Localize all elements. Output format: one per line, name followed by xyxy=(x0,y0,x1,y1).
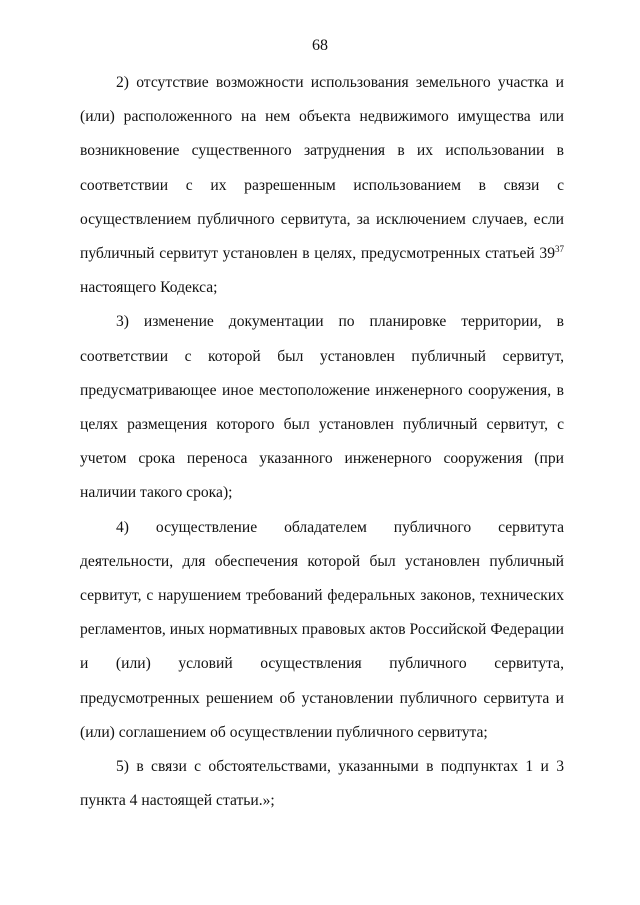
paragraph-item-3: 3) изменение документации по планировке территории, в соответствии с которой был установлен публичный сервитут, предусматривающее иное местоположение инженерного сооружения, в целях размещения которого был установлен публичный сервитут, с учетом срока переноса указанного инженерного сооружения (при наличии такого срока); xyxy=(80,313,564,502)
paragraph-text: 2) отсутствие возможности использования земельного участка и (или) расположенного на нем объекта недвижимого имущества или возникновение существенного затруднения в их использовании в соответствии с их разрешенным использованием в связи с осуществлением публичного сервитута, за исключением случаев, если публичный сервитут установлен в целях, предусмотренных статьей 39 xyxy=(80,74,564,263)
paragraph-text-continuation: настоящего Кодекса; xyxy=(80,279,218,297)
paragraph-item-4: 4) осуществление обладателем публичного сервитута деятельности, для обеспечения которой был установлен публичный сервитут, с нарушением требований федеральных законов, технических регламентов, иных нормативных правовых актов Российской Федерации и (или) условий осуществления публичного сервитута, предусмотренных решением об установлении публичного сервитута и (или) соглашением об осуществлении публичного сервитута; xyxy=(80,518,564,741)
paragraph-item-5: 5) в связи с обстоятельствами, указанными в подпунктах 1 и 3 пункта 4 настоящей статьи.»; xyxy=(80,758,564,810)
document-body xyxy=(80,66,564,818)
paragraph-item-2 xyxy=(80,66,564,305)
article-number-superscript: 37 xyxy=(555,244,564,255)
page-number: 68 xyxy=(312,37,328,54)
